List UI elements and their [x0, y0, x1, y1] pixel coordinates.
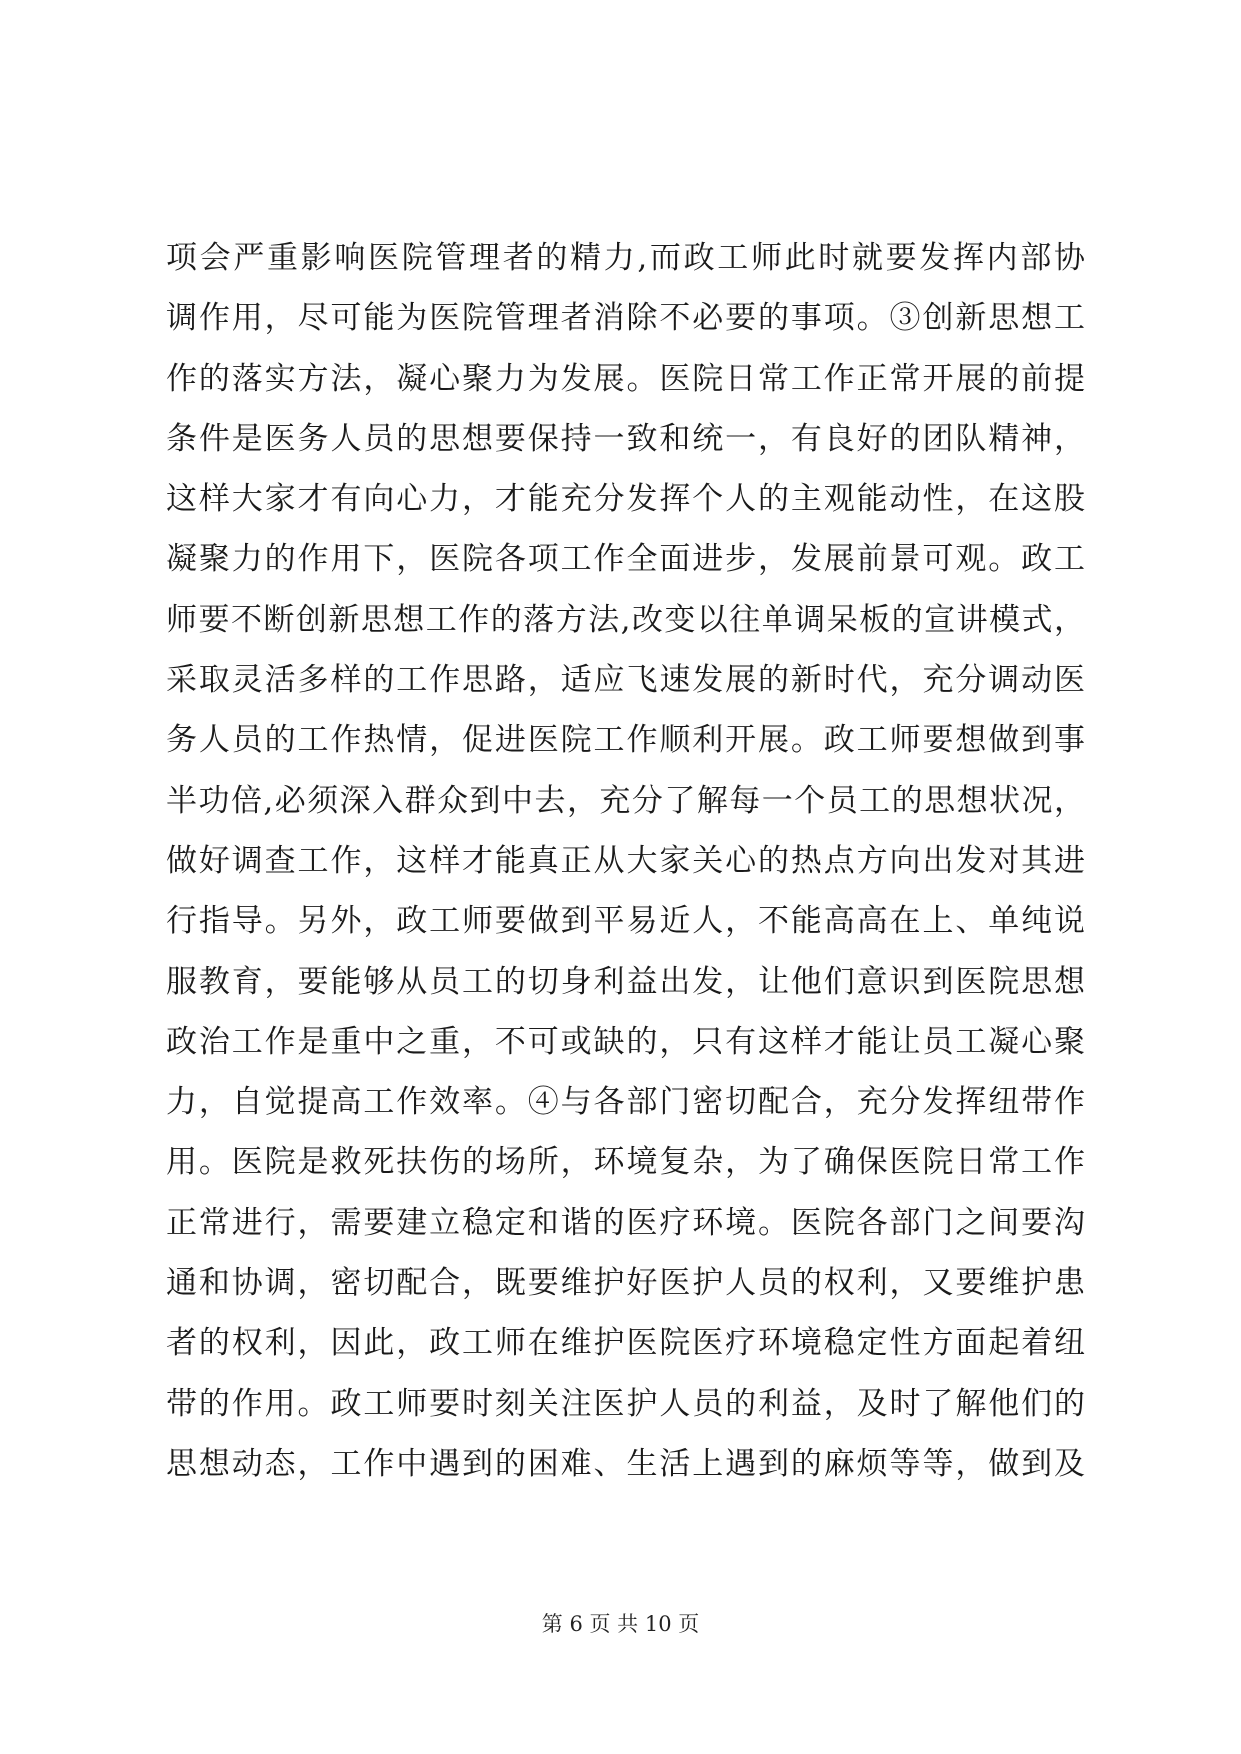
text-line: 采取灵活多样的工作思路，适应飞速发展的新时代，充分调动医	[166, 662, 1086, 699]
text-line: 师要不断创新思想工作的落方法,改变以往单调呆板的宣讲模式，	[166, 601, 1086, 638]
text-line: 思想动态，工作中遇到的困难、生活上遇到的麻烦等等，做到及	[166, 1445, 1086, 1482]
text-line: 条件是医务人员的思想要保持一致和统一，有良好的团队精神，	[166, 420, 1086, 457]
text-line: 作的落实方法，凝心聚力为发展。医院日常工作正常开展的前提	[166, 360, 1086, 397]
text-line: 做好调查工作，这样才能真正从大家关心的热点方向出发对其进	[166, 842, 1086, 879]
text-line: 半功倍,必须深入群众到中去，充分了解每一个员工的思想状况，	[166, 782, 1086, 819]
body-text	[166, 228, 1086, 1494]
text-line: 务人员的工作热情，促进医院工作顺利开展。政工师要想做到事	[166, 722, 1086, 759]
text-line: 正常进行，需要建立稳定和谐的医疗环境。医院各部门之间要沟	[166, 1204, 1086, 1241]
text-line: 调作用，尽可能为医院管理者消除不必要的事项。③创新思想工	[166, 300, 1086, 337]
text-line: 用。医院是救死扶伤的场所，环境复杂，为了确保医院日常工作	[166, 1144, 1086, 1181]
text-line: 者的权利，因此，政工师在维护医院医疗环境稳定性方面起着纽	[166, 1325, 1086, 1362]
text-line: 带的作用。政工师要时刻关注医护人员的利益，及时了解他们的	[166, 1385, 1086, 1422]
page-number-footer: 第 6 页 共 10 页	[541, 1612, 700, 1636]
text-line: 通和协调，密切配合，既要维护好医护人员的权利，又要维护患	[166, 1265, 1086, 1302]
text-line: 力，自觉提高工作效率。④与各部门密切配合，充分发挥纽带作	[166, 1084, 1086, 1121]
text-line: 凝聚力的作用下，医院各项工作全面进步，发展前景可观。政工	[166, 541, 1086, 578]
text-line: 服教育，要能够从员工的切身利益出发，让他们意识到医院思想	[166, 963, 1086, 1000]
text-line: 这样大家才有向心力，才能充分发挥个人的主观能动性，在这股	[166, 481, 1086, 518]
text-line: 项会严重影响医院管理者的精力,而政工师此时就要发挥内部协	[166, 240, 1086, 276]
text-line: 政治工作是重中之重，不可或缺的，只有这样才能让员工凝心聚	[166, 1023, 1086, 1060]
text-line: 行指导。另外，政工师要做到平易近人，不能高高在上、单纯说	[166, 903, 1086, 940]
